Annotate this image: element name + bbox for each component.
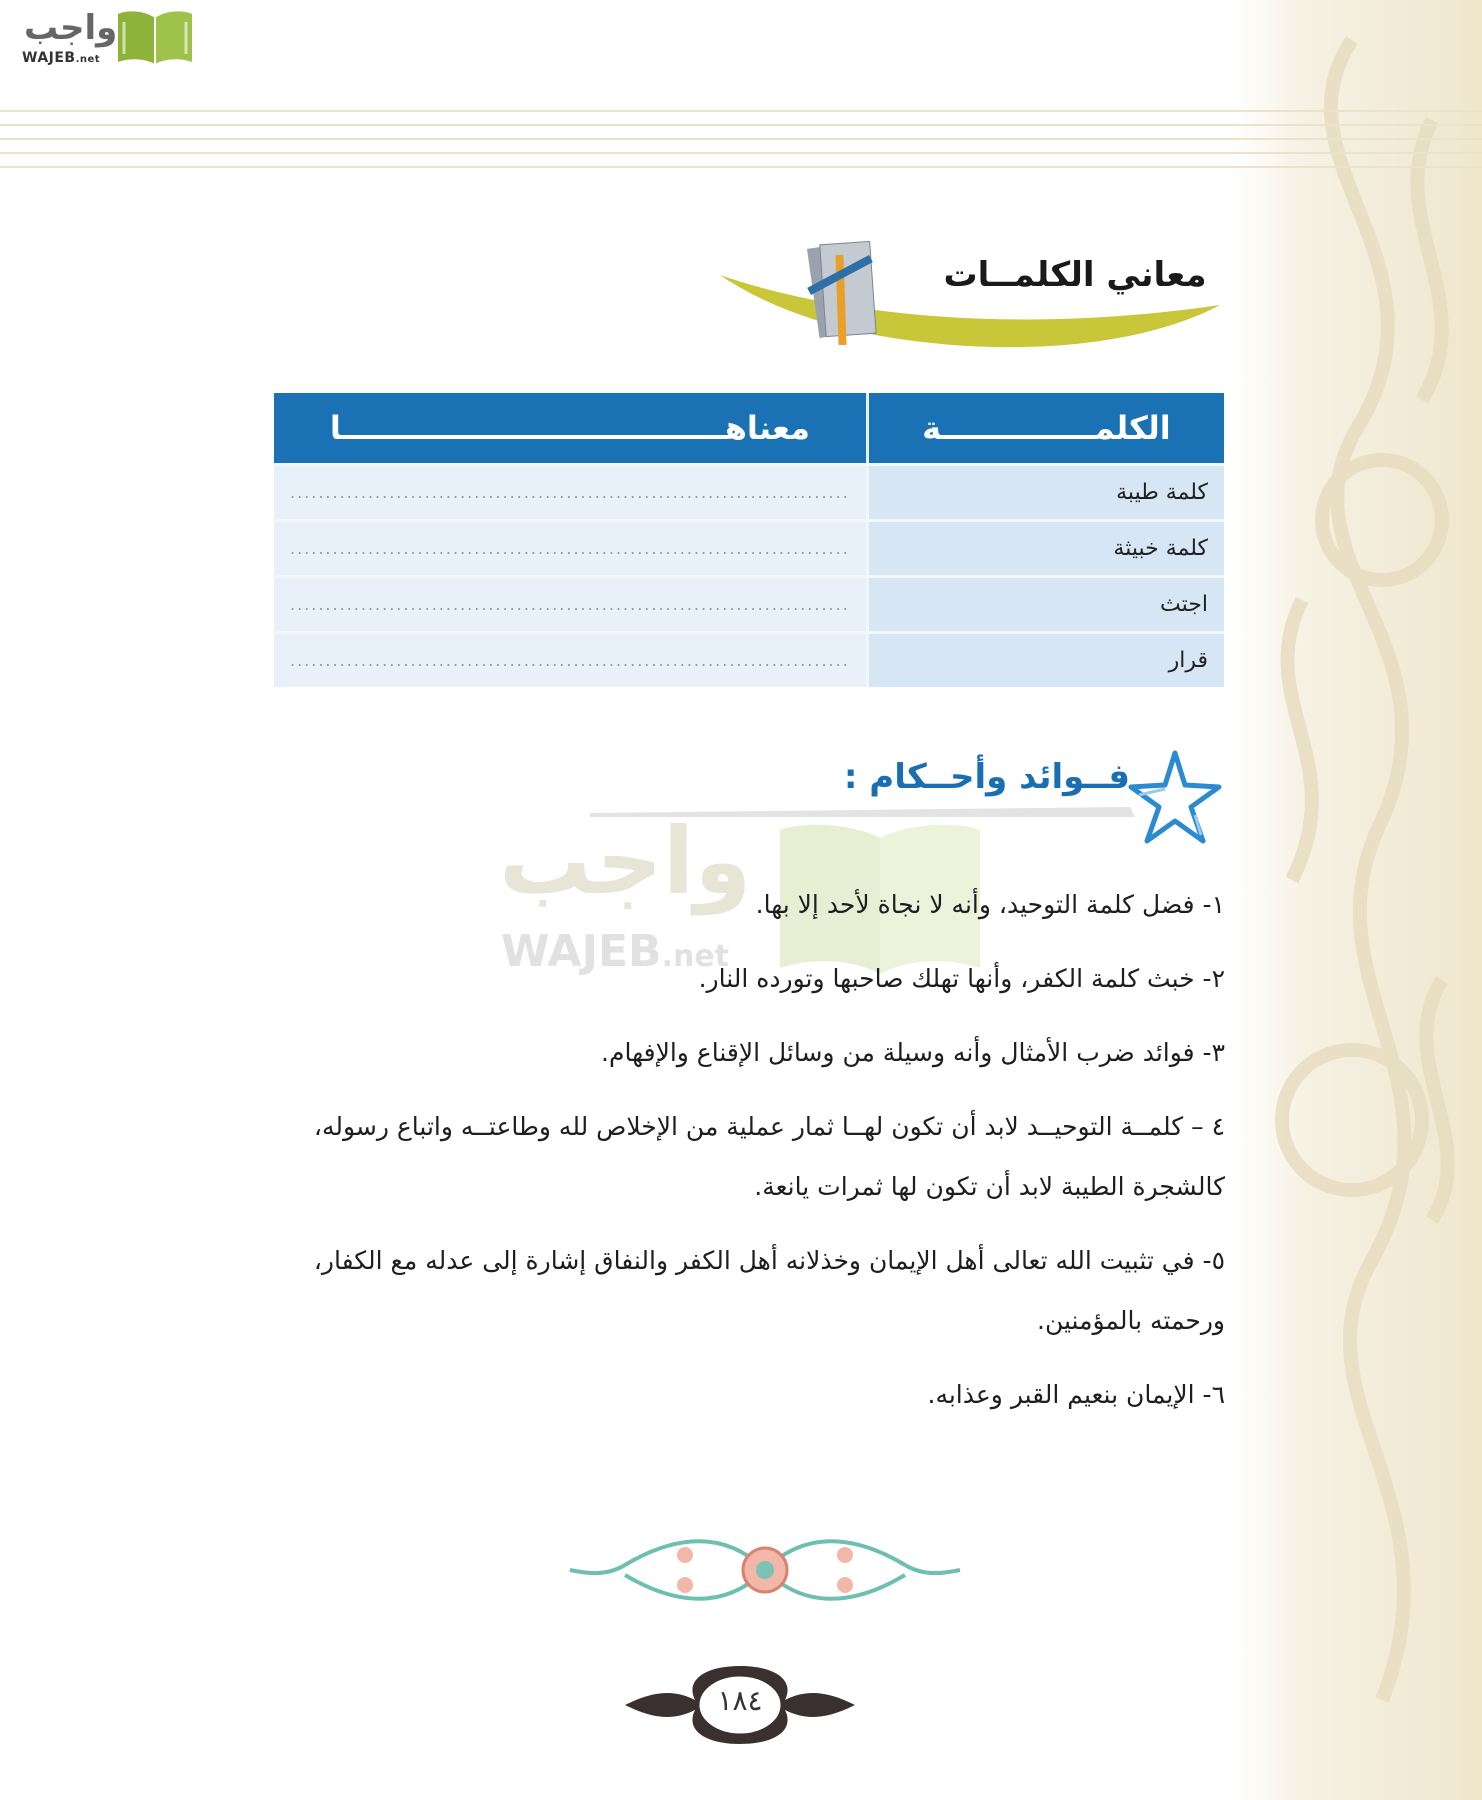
list-item: ١- فضل كلمة التوحيد، وأنه لا نجاة لأحد إلا بها. <box>755 890 1225 919</box>
header-stripes <box>0 110 1482 178</box>
table-header-row <box>274 393 1224 463</box>
logo-arabic-text: واجب <box>24 8 118 48</box>
papers-and-pen-icon <box>793 235 903 345</box>
benefits-list <box>255 875 1225 1439</box>
meaning-blank[interactable]: ............................................................................... <box>274 463 866 519</box>
watermark-latin: WAJEB.net <box>501 926 730 977</box>
word-cell: كلمة طيبة <box>866 463 1224 519</box>
section-title: فــوائد وأحــكام : <box>843 757 1130 797</box>
list-item: ٦- الإيمان بنعيم القبر وعذابه. <box>927 1380 1225 1409</box>
vocabulary-table <box>274 393 1224 687</box>
meaning-blank[interactable]: ............................................................................... <box>274 631 866 687</box>
list-item: ٢- خبث كلمة الكفر، وأنها تهلك صاحبها وتورده النار. <box>698 964 1225 993</box>
table-row <box>274 463 1224 519</box>
table-row <box>274 631 1224 687</box>
page-number-badge <box>625 1660 855 1750</box>
meaning-blank[interactable]: ............................................................................... <box>274 519 866 575</box>
star-icon <box>1125 745 1225 855</box>
book-logo-icon <box>114 8 196 66</box>
site-logo[interactable] <box>10 6 190 68</box>
word-cell: اجتث <box>866 575 1224 631</box>
watermark-arabic: واجب <box>499 808 752 915</box>
list-item: ٥- في تثبيت الله تعالى أهل الإيمان وخذلانه أهل الكفر والنفاق إشارة إلى عدله مع الكفار، ورحمته بالمؤمنين. <box>313 1246 1225 1335</box>
page-number: ١٨٤ <box>717 1684 763 1717</box>
word-meanings-heading <box>715 235 1225 365</box>
list-item: ٣- فوائد ضرب الأمثال وأنه وسيلة من وسائل الإقناع والإفهام. <box>601 1038 1225 1067</box>
meaning-blank[interactable]: ............................................................................... <box>274 575 866 631</box>
header-meaning: معناهـــــــــــــــــــــــــــــــــــا <box>274 393 866 463</box>
word-cell: قرار <box>866 631 1224 687</box>
logo-latin-text: WAJEB.net <box>22 50 101 66</box>
section-title: معاني الكلمــات <box>943 255 1207 295</box>
arabesque-pattern-icon <box>1232 0 1482 1800</box>
floral-ornament-icon <box>565 1525 965 1615</box>
table-row <box>274 575 1224 631</box>
header-word: الكلمــــــــــــــة <box>866 393 1224 463</box>
word-cell: كلمة خبيثة <box>866 519 1224 575</box>
decorative-side-panel <box>1232 0 1482 1800</box>
list-item: ٤ – كلمــة التوحيــد لابد أن تكون لهــا ثمار عملية من الإخلاص لله وطاعتــه واتباع رسوله، كالشجرة الطيبة لابد أن تكون لها ثمرات يانعة. <box>313 1112 1225 1201</box>
table-row <box>274 519 1224 575</box>
